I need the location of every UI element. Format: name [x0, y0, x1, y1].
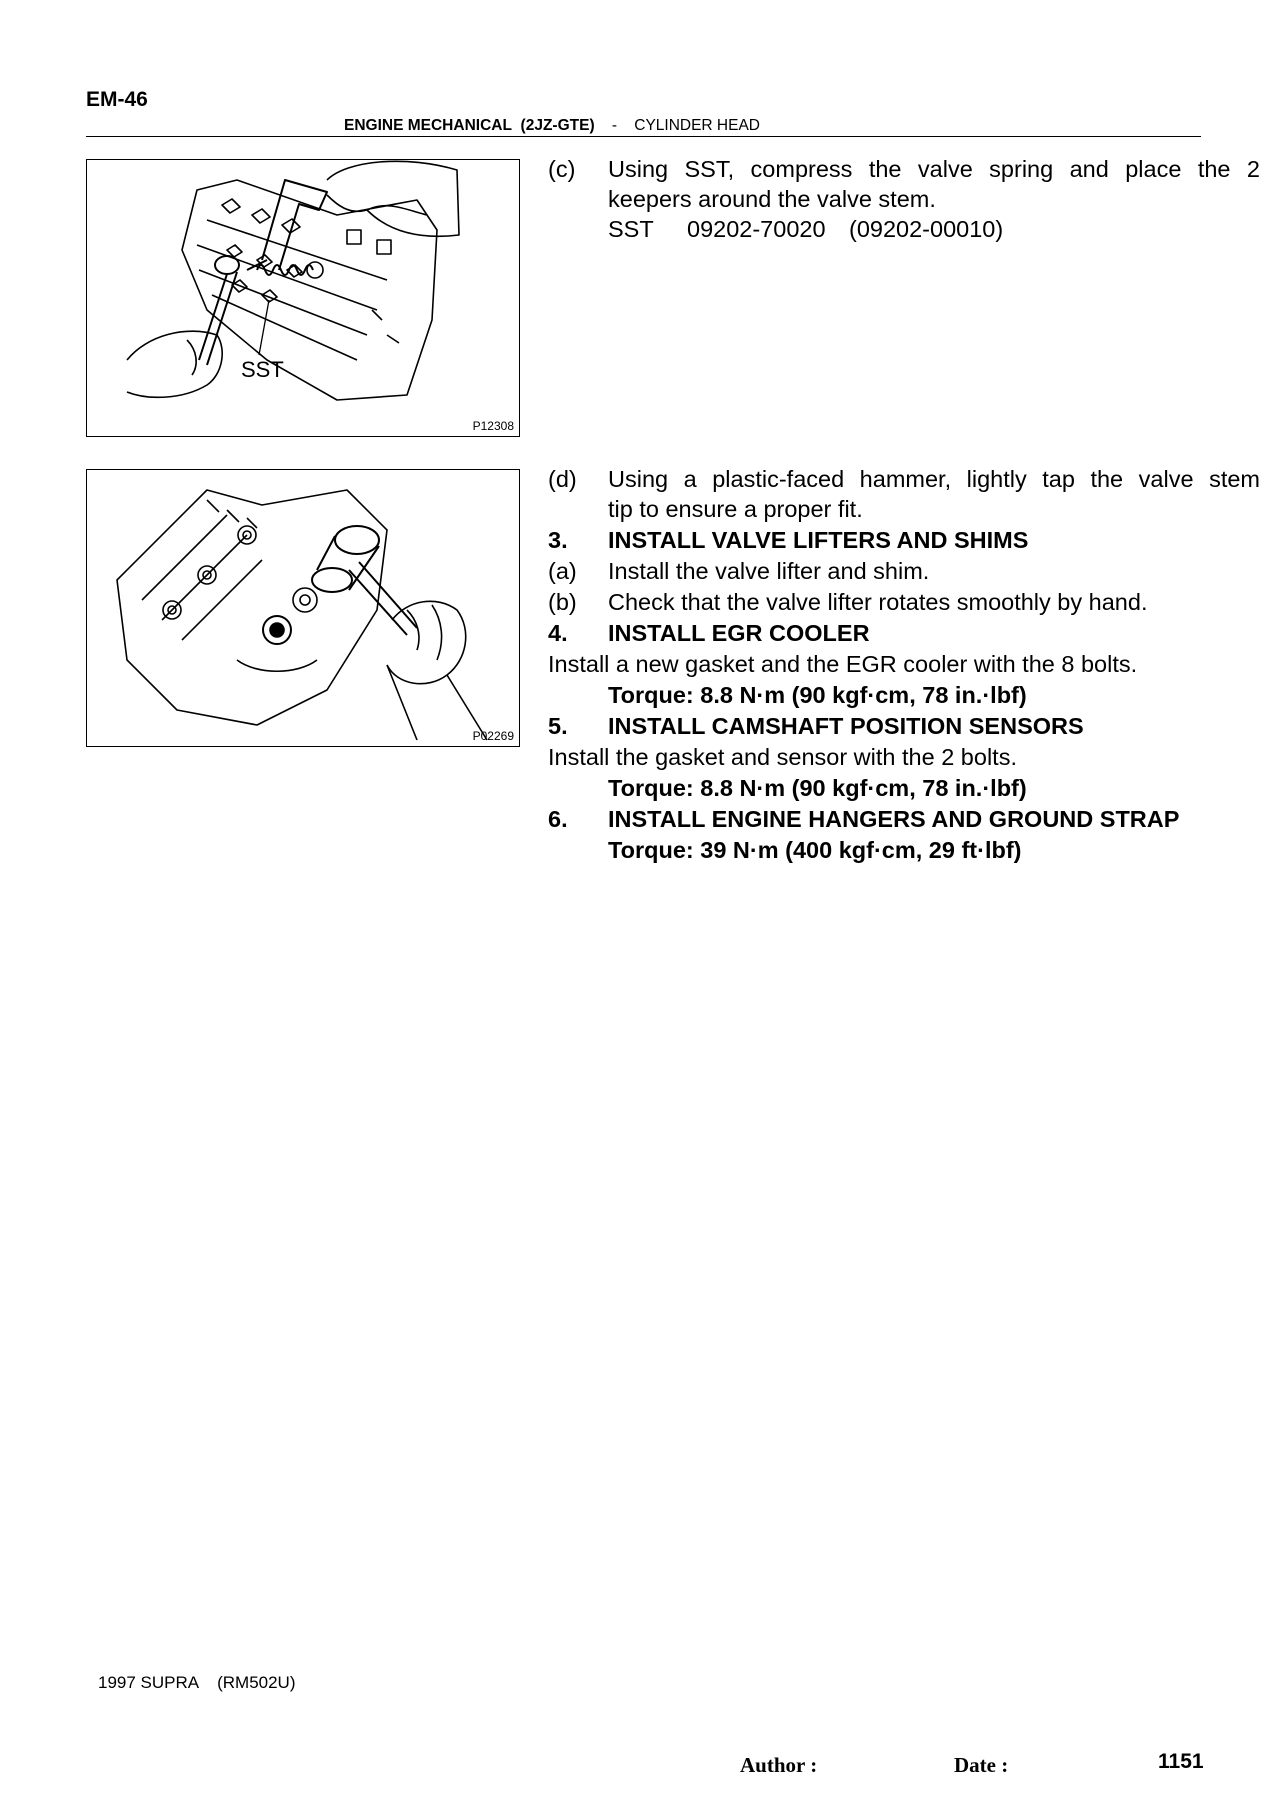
- step-4-marker: 4.: [548, 620, 568, 646]
- hammer-illustration: [87, 470, 519, 746]
- header-section: ENGINE MECHANICAL: [344, 117, 512, 134]
- footer-author-label: Author :: [740, 1753, 818, 1777]
- header-separator: -: [611, 117, 618, 134]
- figure-valve-spring-compressor: [86, 159, 520, 437]
- sst-part-number: 09202-70020: [687, 216, 826, 242]
- figure-id: P12308: [472, 419, 514, 433]
- figure-plastic-hammer: [86, 469, 520, 747]
- step-3b-text: Check that the valve lifter rotates smoothly by hand.: [608, 589, 1148, 615]
- step-4-torque: Torque: 8.8 N·m (90 kgf·cm, 78 in.·lbf): [608, 682, 1027, 708]
- sst-sub-part-number: (09202-00010): [849, 216, 1004, 242]
- running-header: [344, 117, 760, 135]
- step-6-torque: Torque: 39 N·m (400 kgf·cm, 29 ft·lbf): [608, 837, 1022, 863]
- step-5-text: Install the gasket and sensor with the 2 bolts.: [548, 744, 1017, 770]
- step-c-text2: keepers around the valve stem.: [608, 186, 936, 212]
- step-5-title: INSTALL CAMSHAFT POSITION SENSORS: [608, 713, 1084, 739]
- step-6-marker: 6.: [548, 806, 568, 832]
- step-5-marker: 5.: [548, 713, 568, 739]
- step-4-title: INSTALL EGR COOLER: [608, 620, 870, 646]
- step-3-title: INSTALL VALVE LIFTERS AND SHIMS: [608, 527, 1029, 553]
- step-3b-marker: (b): [548, 589, 577, 615]
- step-3a-marker: (a): [548, 558, 577, 584]
- footer-model-name: 1997 SUPRA: [98, 1673, 199, 1692]
- step-3-marker: 3.: [548, 527, 568, 553]
- header-subsection: CYLINDER HEAD: [634, 117, 760, 134]
- step-3a-text: Install the valve lifter and shim.: [608, 558, 930, 584]
- step-d-text1: Using a plastic-faced hammer, lightly tap the valve stem: [608, 466, 1260, 492]
- figure-id: P02269: [472, 729, 514, 743]
- step-c-text1: Using SST, compress the valve spring and place the 2: [608, 156, 1260, 182]
- step-c-marker: (c): [548, 156, 576, 182]
- valve-compressor-illustration: [87, 160, 519, 436]
- footer-date-label: Date :: [954, 1753, 1009, 1777]
- footer-page-number: 1151: [1158, 1750, 1204, 1773]
- page-code: EM-46: [86, 88, 148, 111]
- step-d-text2: tip to ensure a proper fit.: [608, 496, 863, 522]
- footer-model: [98, 1673, 296, 1693]
- header-rule: [86, 136, 1201, 137]
- step-d-marker: (d): [548, 466, 577, 492]
- footer-model-code: (RM502U): [217, 1673, 296, 1692]
- figure-callout-sst: SST: [241, 357, 284, 382]
- step-6-title: INSTALL ENGINE HANGERS AND GROUND STRAP: [608, 806, 1180, 832]
- step-5-torque: Torque: 8.8 N·m (90 kgf·cm, 78 in.·lbf): [608, 775, 1027, 801]
- sst-label: SST: [608, 216, 654, 242]
- header-engine: (2JZ-GTE): [520, 117, 595, 134]
- step-4-text: Install a new gasket and the EGR cooler with the 8 bolts.: [548, 651, 1138, 677]
